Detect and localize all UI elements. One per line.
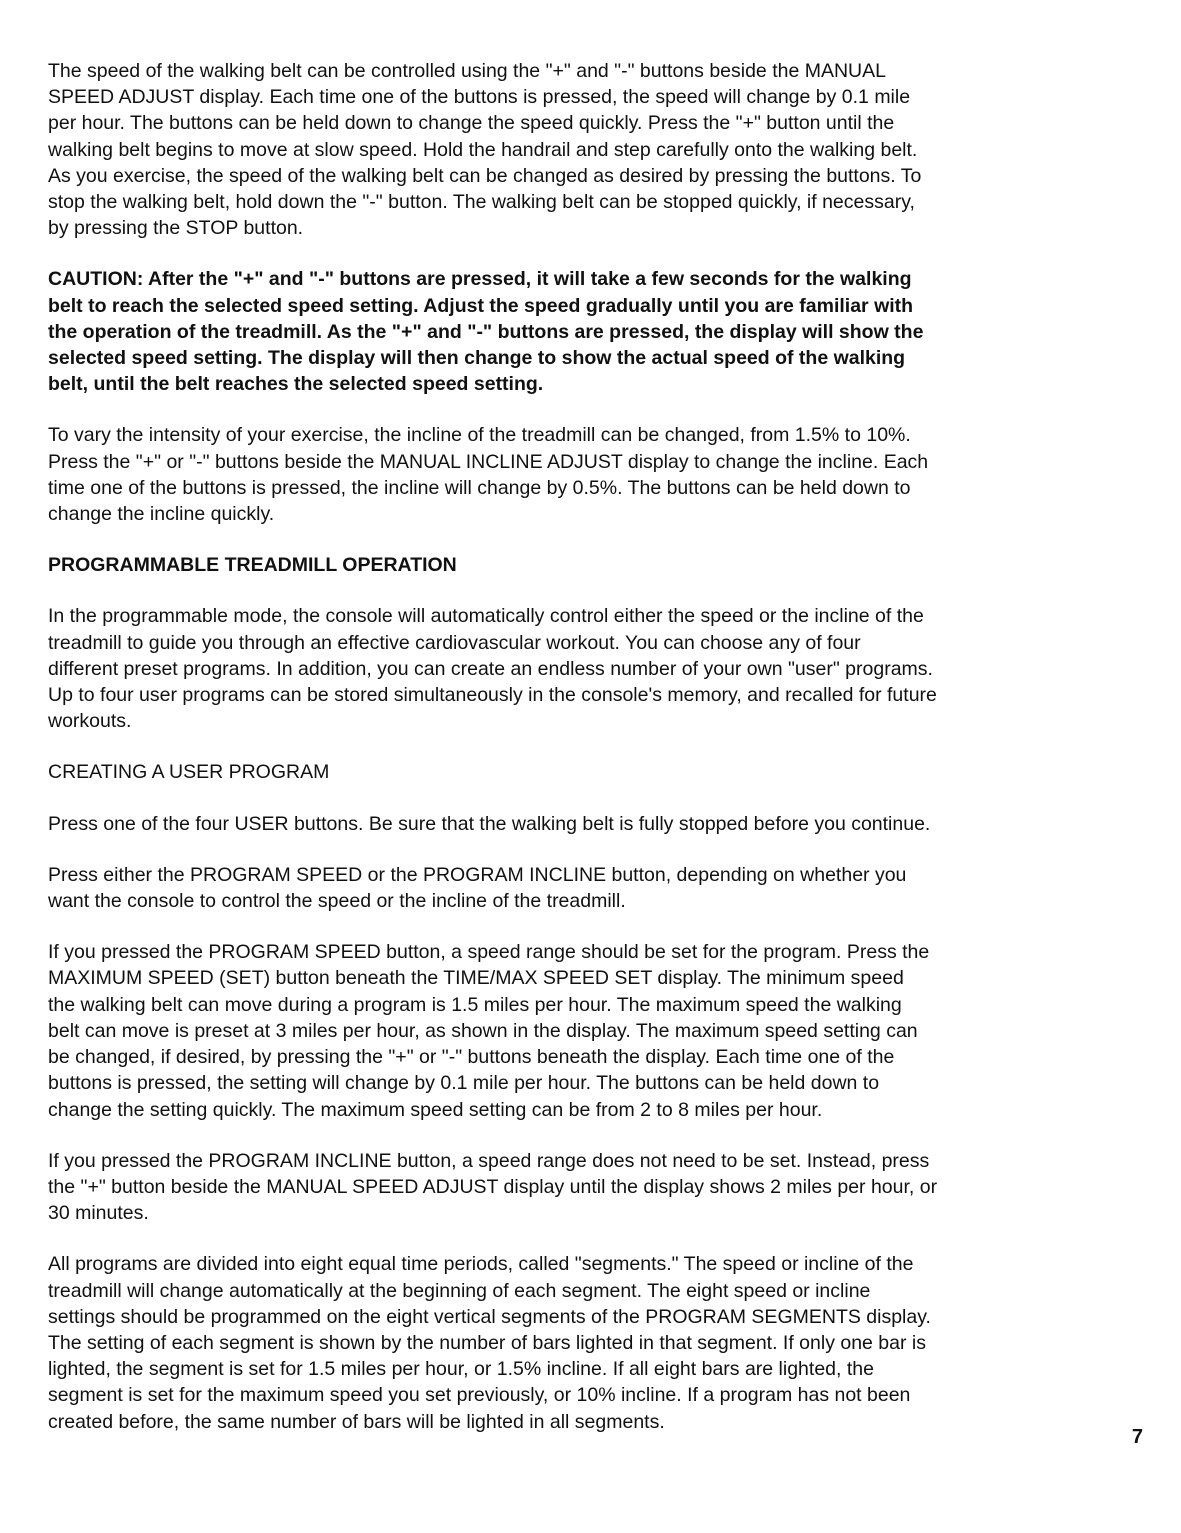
- press-user-paragraph: Press one of the four USER buttons. Be sure that the walking belt is fully stopped before you continue.: [48, 812, 931, 835]
- program-incline-paragraph: If you pressed the PROGRAM INCLINE button, a speed range does not need to be set. Instead, press the "+" button beside the MANUAL SPEED ADJUST display until the display shows 2 miles per hour, or 30 minutes.: [48, 1149, 938, 1225]
- page-number: 7: [1131, 1426, 1143, 1448]
- manual-page: [48, 58, 1148, 1460]
- creating-user-program-heading: CREATING A USER PROGRAM: [48, 761, 330, 784]
- programmable-intro-paragraph: In the programmable mode, the console will automatically control either the speed or the incline of the treadmill to guide you through an effective cardiovascular workout. You can choose any of four different preset programs. In addition, you can create an endless number of your own "user" programs. Up to four user programs can be stored simultaneously in the console's memory, and recalled for future workouts.: [48, 605, 937, 733]
- speed-control-paragraph: The speed of the walking belt can be controlled using the "+" and "-" buttons beside the MANUAL SPEED ADJUST display. Each time one of the buttons is pressed, the speed will change by 0.1 mile per hour. The buttons can be held down to change the speed quickly. Press the "+" button until the walking belt begins to move at slow speed. Hold the handrail and step carefully onto the walking belt. As you exercise, the speed of the walking belt can be changed as desired by pressing the buttons. To stop the walking belt, hold down the "-" button. The walking belt can be stopped quickly, if necessary, by pressing the STOP button.: [48, 60, 922, 240]
- caution-paragraph: CAUTION: After the "+" and "-" buttons are pressed, it will take a few seconds for the walking belt to reach the selected speed setting. Adjust the speed gradually until you are familiar with the operation of the treadmill. As the "+" and "-" buttons are pressed, the display will show the selected speed setting. The display will then change to show the actual speed of the walking belt, until the belt reaches the selected speed setting.: [48, 268, 924, 396]
- press-program-paragraph: Press either the PROGRAM SPEED or the PROGRAM INCLINE button, depending on whether you want the console to control the speed or the incline of the treadmill.: [48, 863, 907, 913]
- incline-paragraph: To vary the intensity of your exercise, the incline of the treadmill can be changed, from 1.5% to 10%. Press the "+" or "-" buttons beside the MANUAL INCLINE ADJUST display to change the incline. Each time one of the buttons is pressed, the incline will change by 0.5%. The buttons can be held down to change the incline quickly.: [48, 424, 929, 526]
- program-speed-paragraph: If you pressed the PROGRAM SPEED button, a speed range should be set for the program. Press the MAXIMUM SPEED (SET) button beneath the TIME/MAX SPEED SET display. The minimum speed the walking belt can move during a program is 1.5 miles per hour. The maximum speed the walking belt can move is preset at 3 miles per hour, as shown in the display. The maximum speed setting can be changed, if desired, by pressing the "+" or "-" buttons beneath the display. Each time one of the buttons is pressed, the setting will change by 0.1 mile per hour. The buttons can be held down to change the setting quickly. The maximum speed setting can be from 2 to 8 miles per hour.: [48, 941, 930, 1121]
- segments-paragraph: All programs are divided into eight equal time periods, called "segments." The speed or incline of the treadmill will change automatically at the beginning of each segment. The eight speed or incline settings should be programmed on the eight vertical segments of the PROGRAM SEGMENTS display. The setting of each segment is shown by the number of bars lighted in that segment. If only one bar is lighted, the segment is set for 1.5 miles per hour, or 1.5% incline. If all eight bars are lighted, the segment is set for the maximum speed you set previously, or 10% incline. If a program has not been created before, the same number of bars will be lighted in all segments.: [48, 1253, 931, 1433]
- programmable-operation-heading: PROGRAMMABLE TREADMILL OPERATION: [48, 554, 457, 577]
